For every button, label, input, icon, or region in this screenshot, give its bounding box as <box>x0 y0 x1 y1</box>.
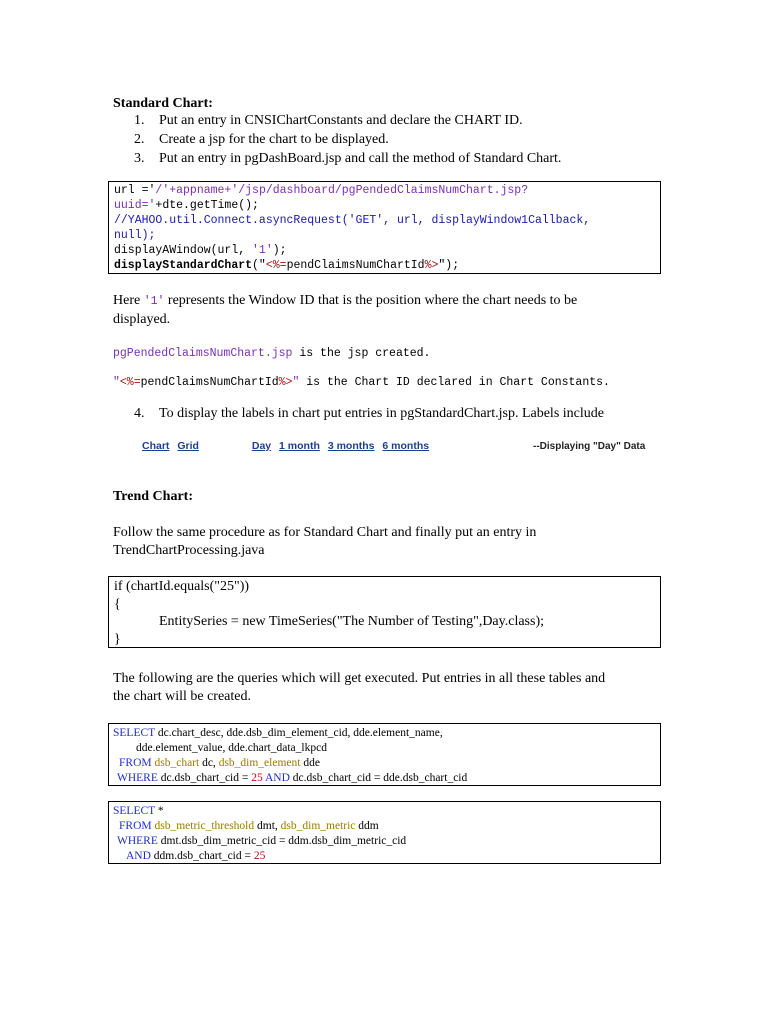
inline-code: pgPendedClaimsNumChart.jsp <box>113 347 293 360</box>
sql-keyword: FROM <box>119 820 152 832</box>
code-line <box>114 258 655 273</box>
step-number: 3. <box>134 151 145 166</box>
sql-keyword: AND <box>126 850 151 862</box>
code-line <box>114 243 655 258</box>
query-box-2 <box>108 801 661 864</box>
code-line: } <box>114 631 121 647</box>
step-text: To display the labels in chart put entries in pgStandardChart.jsp. Labels include <box>159 406 604 421</box>
step-number: 4. <box>134 406 145 421</box>
inline-code: '1' <box>143 295 165 308</box>
standard-steps-list <box>134 111 734 168</box>
sql-keyword: WHERE <box>117 772 158 784</box>
text-span: is the jsp created. <box>292 347 431 360</box>
code-token: (" <box>252 259 266 272</box>
text-span: the chart will be created. <box>113 689 251 704</box>
step-number: 2. <box>134 132 145 147</box>
code-token: ); <box>272 244 287 257</box>
step-text: Create a jsp for the chart to be displayed. <box>159 132 389 147</box>
code-token: %> <box>424 259 439 272</box>
six-months-range-link[interactable]: 6 months <box>382 440 430 452</box>
code-token: displayStandardChart <box>114 259 253 272</box>
code-line <box>114 198 655 213</box>
step-number: 1. <box>134 113 145 128</box>
code-comment-line: null); <box>114 229 156 242</box>
sql-text: ddm <box>355 820 379 832</box>
step-text: Put an entry in pgDashBoard.jsp and call the method of Standard Chart. <box>159 151 562 166</box>
chart-id-line <box>113 375 610 390</box>
jsp-created-line <box>113 346 430 361</box>
sql-table: dsb_metric_threshold <box>154 820 255 832</box>
step-item <box>134 130 734 149</box>
code-token: uuid=' <box>114 199 156 212</box>
sql-text: dmt.dsb_dim_metric_cid = ddm.dsb_dim_metric_cid <box>157 835 407 847</box>
sql-line <box>113 804 656 819</box>
code-line: { <box>114 596 121 612</box>
code-token: url =' <box>114 184 156 197</box>
code-token: '1' <box>252 244 273 257</box>
sql-line <box>113 726 656 741</box>
code-line <box>114 183 655 198</box>
code-token: <%= <box>265 259 287 272</box>
sql-number: 25 <box>253 850 266 862</box>
standard-chart-heading: Standard Chart: <box>113 96 213 111</box>
sql-table: dsb_dim_metric <box>280 820 356 832</box>
text-span: is the Chart ID declared in Chart Constants. <box>299 376 610 389</box>
query-box-1 <box>108 723 661 786</box>
code-comment-line: //YAHOO.util.Connect.asyncRequest('GET', url, displayWindow1Callback, <box>114 214 591 227</box>
code-token: <%= <box>119 376 141 389</box>
code-token: %> <box>278 376 293 389</box>
sql-text: dc, <box>199 757 219 769</box>
text-span: represents the Window ID that is the position where the chart needs to be <box>164 293 578 308</box>
trend-paragraph <box>113 524 713 560</box>
sql-text: dc.chart_desc, dde.dsb_dim_element_cid, dde.element_name, <box>154 727 443 739</box>
sql-line <box>113 819 656 834</box>
queries-paragraph <box>113 670 713 706</box>
text-span: displayed. <box>113 312 171 327</box>
sql-table: dsb_chart <box>154 757 200 769</box>
step-item <box>134 111 734 130</box>
displaying-data-label: --Displaying "Day" Data <box>533 441 646 452</box>
sql-keyword: AND <box>262 772 290 784</box>
sql-line: dde.element_value, dde.chart_data_lkpcd <box>136 742 327 754</box>
sql-keyword: SELECT <box>113 727 155 739</box>
text-span: Follow the same procedure as for Standard Chart and finally put an entry in <box>113 525 537 540</box>
code-line: EntitySeries = new TimeSeries("The Number of Testing",Day.class); <box>159 614 545 629</box>
code-token: displayAWindow(url, <box>114 244 253 257</box>
code-token: " <box>292 376 300 389</box>
trend-chart-code-box <box>108 576 661 648</box>
window-id-paragraph <box>113 292 673 329</box>
code-token: "); <box>438 259 460 272</box>
chart-labels-strip <box>142 440 429 452</box>
day-range-link[interactable]: Day <box>251 440 272 452</box>
sql-line <box>113 849 656 864</box>
sql-table: dsb_dim_element <box>218 757 301 769</box>
sql-number: 25 <box>251 772 263 784</box>
code-line: if (chartId.equals("25")) <box>114 579 250 594</box>
sql-line <box>113 756 656 771</box>
grid-tab-link[interactable]: Grid <box>177 440 199 452</box>
sql-text: * <box>154 805 164 817</box>
sql-text: ddm.dsb_chart_cid = <box>150 850 254 862</box>
sql-text: dde <box>300 757 320 769</box>
text-span: The following are the queries which will get executed. Put entries in all these tables and <box>113 671 606 686</box>
code-token: pendClaimsNumChartId <box>286 259 425 272</box>
sql-keyword: FROM <box>119 757 152 769</box>
chart-tab-link[interactable]: Chart <box>142 440 170 452</box>
code-token: /jsp/dashboard/pgPendedClaimsNumChart.jsp? <box>238 184 529 197</box>
step-item <box>134 149 734 168</box>
code-token: +dte.getTime(); <box>155 199 259 212</box>
sql-line <box>113 771 656 786</box>
code-token: /'+appname+' <box>155 184 239 197</box>
standard-chart-code-box <box>108 181 661 274</box>
code-token: pendClaimsNumChartId <box>140 376 279 389</box>
sql-line <box>113 834 656 849</box>
sql-text: dc.dsb_chart_cid = <box>157 772 252 784</box>
sql-text: dc.dsb_chart_cid = dde.dsb_chart_cid <box>289 772 468 784</box>
code-token: " <box>113 376 120 389</box>
sql-text: dmt, <box>254 820 281 832</box>
sql-keyword: SELECT <box>113 805 155 817</box>
step-text: Put an entry in CNSIChartConstants and declare the CHART ID. <box>159 113 523 128</box>
trend-chart-heading: Trend Chart: <box>113 489 193 504</box>
text-span: TrendChartProcessing.java <box>113 543 265 558</box>
one-month-range-link[interactable]: 1 month <box>279 440 320 452</box>
sql-keyword: WHERE <box>117 835 158 847</box>
text-span: Here <box>113 293 144 308</box>
three-months-range-link[interactable]: 3 months <box>327 440 375 452</box>
